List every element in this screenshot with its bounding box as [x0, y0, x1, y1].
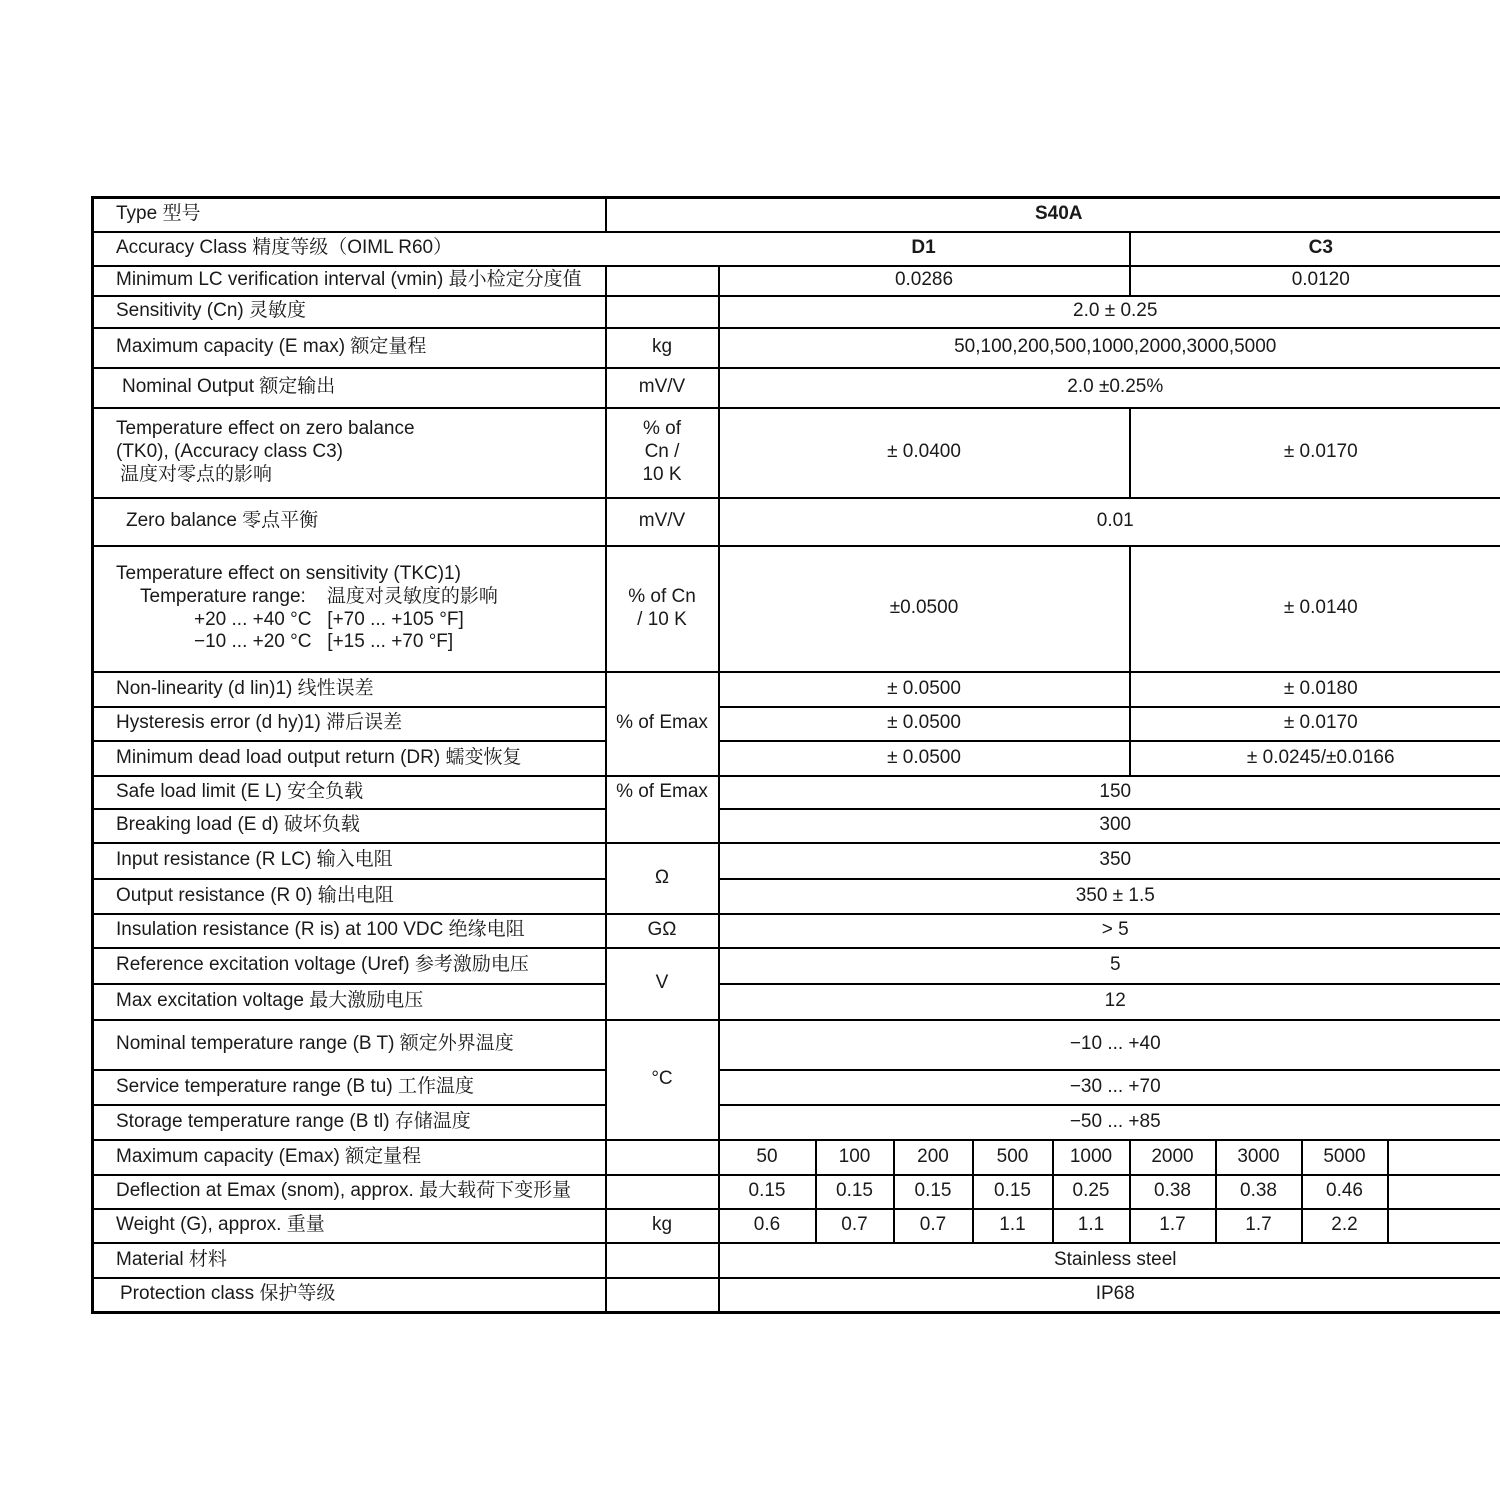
capacity-cell: 1000 — [1053, 1140, 1130, 1175]
ref-excitation-value: 5 — [719, 948, 1500, 984]
vmin-unit — [606, 266, 719, 296]
material-value: Stainless steel — [719, 1243, 1500, 1278]
row-hysteresis — [93, 707, 1500, 741]
tkc-label-line2: Temperature range: 温度对灵敏度的影响 — [140, 585, 498, 607]
load-unit: % of Emax — [606, 776, 719, 843]
capacity-cell: 3000 — [1216, 1140, 1302, 1175]
tkc-label-line3: +20 ... +40 °C [+70 ... +105 °F] — [194, 608, 464, 630]
nonlinearity-d1: ± 0.0500 — [719, 672, 1130, 707]
row-zero-balance — [93, 498, 1500, 546]
capacity-cell: 100 — [816, 1140, 894, 1175]
model-name: S40A — [606, 198, 1500, 232]
row-storage-temp — [93, 1105, 1500, 1140]
sensitivity-label: Sensitivity (Cn) 灵敏度 — [93, 296, 606, 328]
sensitivity-value: 2.0 ± 0.25 — [719, 296, 1500, 328]
row-nominal-temp — [93, 1020, 1500, 1070]
weight-grid-unit: kg — [606, 1209, 719, 1243]
weight-cell: 1.7 — [1216, 1209, 1302, 1243]
row-capacity-grid — [93, 1140, 1500, 1175]
tk0-label-line2: (TK0), (Accuracy class C3) — [116, 441, 343, 463]
row-accuracy — [93, 232, 1500, 266]
storage-temp-label: Storage temperature range (B tl) 存储温度 — [93, 1105, 606, 1140]
deflection-grid-label: Deflection at Emax (snom), approx. 最大载荷下变形量 — [93, 1175, 606, 1209]
row-type — [93, 198, 1500, 232]
tkc-label — [93, 546, 606, 672]
insulation-label: Insulation resistance (R is) at 100 VDC 绝缘电阻 — [93, 914, 606, 948]
tkc-d1: ±0.0500 — [719, 546, 1130, 672]
material-label: Material 材料 — [93, 1243, 606, 1278]
row-insulation — [93, 914, 1500, 948]
class-c3-header: C3 — [1130, 232, 1500, 266]
nominal-temp-label: Nominal temperature range (B T) 额定外界温度 — [93, 1020, 606, 1070]
ref-excitation-label: Reference excitation voltage (Uref) 参考激励电压 — [93, 948, 606, 984]
max-capacity-unit: kg — [606, 328, 719, 368]
storage-temp-value: −50 ... +85 — [719, 1105, 1500, 1140]
capacity-cell: 500 — [973, 1140, 1053, 1175]
tkc-label-line1: Temperature effect on sensitivity (TKC)1) — [116, 562, 461, 584]
row-tk0 — [93, 408, 1500, 498]
temp-unit: °C — [606, 1020, 719, 1140]
nominal-output-label: Nominal Output 额定输出 — [93, 368, 606, 408]
zero-balance-unit: mV/V — [606, 498, 719, 546]
dr-c3: ± 0.0245/±0.0166 — [1130, 741, 1500, 776]
breaking-load-label: Breaking load (E d) 破坏负载 — [93, 809, 606, 843]
hysteresis-label: Hysteresis error (d hy)1) 滞后误差 — [93, 707, 606, 741]
safe-load-label: Safe load limit (E L) 安全负载 — [93, 776, 606, 809]
tk0-label-line3: 温度对零点的影响 — [120, 463, 273, 485]
protection-unit — [606, 1278, 719, 1313]
deflection-cell: 0.15 — [816, 1175, 894, 1209]
nominal-output-value: 2.0 ±0.25% — [719, 368, 1500, 408]
deflection-cell: 0.15 — [894, 1175, 973, 1209]
tk0-label — [93, 408, 606, 498]
dr-d1: ± 0.0500 — [719, 741, 1130, 776]
tk0-c3: ± 0.0170 — [1130, 408, 1500, 498]
service-temp-label: Service temperature range (B tu) 工作温度 — [93, 1070, 606, 1105]
deflection-cell: 0.25 — [1053, 1175, 1130, 1209]
output-res-label: Output resistance (R 0) 输出电阻 — [93, 879, 606, 914]
capacity-cell: 50 — [719, 1140, 816, 1175]
accuracy-label: Accuracy Class 精度等级（OIML R60） — [93, 232, 719, 266]
grid-spacer — [1388, 1209, 1500, 1243]
row-safe-load — [93, 776, 1500, 809]
weight-cell: 1.7 — [1130, 1209, 1216, 1243]
tkc-unit: % of Cn / 10 K — [606, 546, 719, 672]
max-excitation-value: 12 — [719, 984, 1500, 1020]
deflection-grid-unit — [606, 1175, 719, 1209]
tk0-unit: % of Cn / 10 K — [606, 408, 719, 498]
protection-label: Protection class 保护等级 — [93, 1278, 606, 1313]
row-input-res — [93, 843, 1500, 879]
output-res-value: 350 ± 1.5 — [719, 879, 1500, 914]
tk0-label-line1: Temperature effect on zero balance — [116, 418, 415, 440]
deflection-cell: 0.15 — [719, 1175, 816, 1209]
row-material — [93, 1243, 1500, 1278]
hysteresis-c3: ± 0.0170 — [1130, 707, 1500, 741]
zero-balance-label: Zero balance 零点平衡 — [93, 498, 606, 546]
row-vmin — [93, 266, 1500, 296]
type-label: Type 型号 — [93, 198, 606, 232]
weight-cell: 2.2 — [1302, 1209, 1388, 1243]
capacity-cell: 5000 — [1302, 1140, 1388, 1175]
weight-grid-label: Weight (G), approx. 重量 — [93, 1209, 606, 1243]
tkc-label-line4: −10 ... +20 °C [+15 ... +70 °F] — [194, 631, 454, 653]
weight-cell: 0.7 — [894, 1209, 973, 1243]
insulation-value: > 5 — [719, 914, 1500, 948]
deflection-cell: 0.38 — [1130, 1175, 1216, 1209]
deflection-cell: 0.15 — [973, 1175, 1053, 1209]
dr-label: Minimum dead load output return (DR) 蠕变恢复 — [93, 741, 606, 776]
row-sensitivity — [93, 296, 1500, 328]
nominal-output-unit: mV/V — [606, 368, 719, 408]
protection-value: IP68 — [719, 1278, 1500, 1313]
vmin-d1: 0.0286 — [719, 266, 1130, 296]
resistance-unit: Ω — [606, 843, 719, 914]
insulation-unit: GΩ — [606, 914, 719, 948]
input-res-value: 350 — [719, 843, 1500, 879]
row-nominal-output — [93, 368, 1500, 408]
safe-load-value: 150 — [719, 776, 1500, 809]
capacity-grid-unit — [606, 1140, 719, 1175]
voltage-unit: V — [606, 948, 719, 1020]
nominal-temp-value: −10 ... +40 — [719, 1020, 1500, 1070]
row-nonlinearity — [93, 672, 1500, 707]
max-capacity-value: 50,100,200,500,1000,2000,3000,5000 — [719, 328, 1500, 368]
service-temp-value: −30 ... +70 — [719, 1070, 1500, 1105]
deflection-cell: 0.38 — [1216, 1175, 1302, 1209]
capacity-cell: 2000 — [1130, 1140, 1216, 1175]
tkc-c3: ± 0.0140 — [1130, 546, 1500, 672]
hysteresis-d1: ± 0.0500 — [719, 707, 1130, 741]
row-deflection-grid — [93, 1175, 1500, 1209]
weight-cell: 1.1 — [973, 1209, 1053, 1243]
vmin-c3: 0.0120 — [1130, 266, 1500, 296]
row-tkc — [93, 546, 1500, 672]
row-dr — [93, 741, 1500, 776]
sensitivity-unit — [606, 296, 719, 328]
nonlinearity-label: Non-linearity (d lin)1) 线性误差 — [93, 672, 606, 707]
max-capacity-label: Maximum capacity (E max) 额定量程 — [93, 328, 606, 368]
spec-table — [91, 196, 1500, 1314]
row-output-res — [93, 879, 1500, 914]
zero-balance-value: 0.01 — [719, 498, 1500, 546]
row-ref-excitation — [93, 948, 1500, 984]
row-breaking-load — [93, 809, 1500, 843]
nonlinearity-c3: ± 0.0180 — [1130, 672, 1500, 707]
input-res-label: Input resistance (R LC) 输入电阻 — [93, 843, 606, 879]
grid-spacer — [1388, 1140, 1500, 1175]
tk0-d1: ± 0.0400 — [719, 408, 1130, 498]
weight-cell: 1.1 — [1053, 1209, 1130, 1243]
capacity-cell: 200 — [894, 1140, 973, 1175]
row-max-capacity — [93, 328, 1500, 368]
row-service-temp — [93, 1070, 1500, 1105]
vmin-label: Minimum LC verification interval (vmin) 最小检定分度值 — [93, 266, 606, 296]
class-d1-header: D1 — [719, 232, 1130, 266]
weight-cell: 0.7 — [816, 1209, 894, 1243]
weight-cell: 0.6 — [719, 1209, 816, 1243]
breaking-load-value: 300 — [719, 809, 1500, 843]
capacity-grid-label: Maximum capacity (Emax) 额定量程 — [93, 1140, 606, 1175]
error-unit: % of Emax — [606, 672, 719, 776]
row-protection — [93, 1278, 1500, 1313]
max-excitation-label: Max excitation voltage 最大激励电压 — [93, 984, 606, 1020]
material-unit — [606, 1243, 719, 1278]
deflection-cell: 0.46 — [1302, 1175, 1388, 1209]
grid-spacer — [1388, 1175, 1500, 1209]
row-weight-grid — [93, 1209, 1500, 1243]
row-max-excitation — [93, 984, 1500, 1020]
